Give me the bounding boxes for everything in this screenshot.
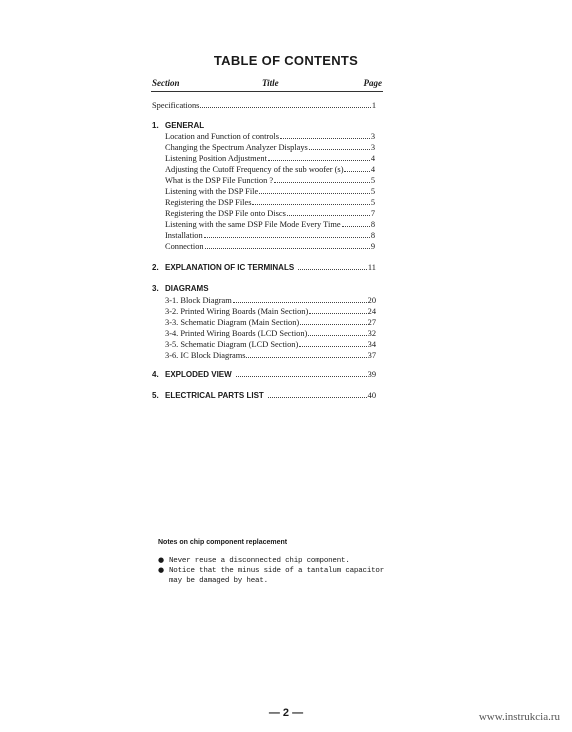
bullet-icon: ● <box>158 566 164 574</box>
toc-entry[interactable] <box>165 328 376 339</box>
toc-entry-label: Installation <box>165 231 203 240</box>
toc-entry-page: 4 <box>370 154 375 163</box>
section-number: 2. <box>152 263 159 272</box>
toc-entry-page: 39 <box>367 370 376 379</box>
toc-entry[interactable] <box>165 230 375 241</box>
section-heading-label: GENERAL <box>165 121 205 130</box>
leader-dots <box>308 328 366 336</box>
toc-entry[interactable] <box>165 197 375 208</box>
leader-dots <box>298 262 367 270</box>
toc-entry[interactable] <box>165 350 376 361</box>
toc-entry[interactable] <box>165 317 376 328</box>
toc-entry-page: 34 <box>367 340 376 349</box>
notes-title: Notes on chip component replacement <box>158 539 288 546</box>
section-number: 3. <box>152 284 159 293</box>
bullet-icon: ● <box>158 556 164 564</box>
toc-entry-label: Adjusting the Cutoff Frequency of the sub woofer (s) <box>165 165 344 174</box>
toc-entry-specifications[interactable] <box>152 100 376 111</box>
leader-dots <box>300 317 366 325</box>
leader-dots <box>299 339 366 347</box>
toc-entry-page: 24 <box>367 307 376 316</box>
toc-entry-page: 8 <box>370 231 375 240</box>
toc-entry-page: 4 <box>370 165 375 174</box>
leader-dots <box>200 100 370 108</box>
section-heading-diagrams[interactable] <box>152 284 209 295</box>
toc-entry-page: 11 <box>367 263 376 272</box>
note-text: Never reuse a disconnected chip component. <box>169 557 350 565</box>
toc-entry-label: Listening with the DSP File <box>165 187 259 196</box>
toc-entry-page: 32 <box>367 329 376 338</box>
toc-entry-label: Connection <box>165 242 204 251</box>
toc-entry[interactable] <box>165 131 375 142</box>
section-heading-label: DIAGRAMS <box>165 284 209 293</box>
toc-entry[interactable] <box>165 339 376 350</box>
leader-dots <box>344 164 369 172</box>
toc-entry[interactable] <box>165 153 375 164</box>
section-heading-parts-list[interactable] <box>152 390 376 401</box>
page-number: — 2 — <box>268 707 304 719</box>
page-title: TABLE OF CONTENTS <box>213 53 359 68</box>
leader-dots <box>246 350 366 358</box>
toc-entry-label: Registering the DSP Files <box>165 198 252 207</box>
section-heading-label: EXPLODED VIEW <box>165 370 232 379</box>
toc-entry-page: 20 <box>367 296 376 305</box>
toc-entry-label: 3-3. Schematic Diagram (Main Section) <box>165 318 300 327</box>
toc-entry-label: What is the DSP File Function ? <box>165 176 274 185</box>
toc-entry[interactable] <box>165 142 375 153</box>
leader-dots <box>268 390 367 398</box>
toc-entry[interactable] <box>165 306 376 317</box>
toc-entry-page: 5 <box>370 176 375 185</box>
leader-dots <box>252 197 369 205</box>
leader-dots <box>205 241 370 249</box>
section-number: 4. <box>152 370 159 379</box>
header-rule <box>151 91 383 92</box>
toc-entry-label: 3-2. Printed Wiring Boards (Main Section) <box>165 307 309 316</box>
toc-entry[interactable] <box>165 175 375 186</box>
toc-entry-page: 3 <box>370 143 375 152</box>
leader-dots <box>268 153 370 161</box>
toc-entry-label: Listening with the same DSP File Mode Every Time <box>165 220 341 229</box>
toc-entry[interactable] <box>165 241 375 252</box>
toc-entry-label: 3-1. Block Diagram <box>165 296 232 305</box>
toc-entry-page: 3 <box>370 132 375 141</box>
leader-dots <box>259 186 370 194</box>
leader-dots <box>233 295 367 303</box>
toc-entry-label: Specifications <box>152 101 200 110</box>
toc-entry-label: Listening Position Adjustment <box>165 154 267 163</box>
leader-dots <box>342 219 370 227</box>
section-number: 1. <box>152 121 159 130</box>
section-heading-exploded-view[interactable] <box>152 369 376 380</box>
watermark: www.instrukcia.ru <box>478 711 560 723</box>
toc-entry-page: 7 <box>370 209 375 218</box>
toc-entry-page: 5 <box>370 187 375 196</box>
leader-dots <box>236 369 367 377</box>
column-header-page: Page <box>363 78 382 88</box>
toc-entry-page: 9 <box>370 242 375 251</box>
toc-entry[interactable] <box>165 219 375 230</box>
toc-entry-label: 3-4. Printed Wiring Boards (LCD Section) <box>165 329 308 338</box>
section-heading-ic-terminals[interactable] <box>152 262 376 273</box>
toc-entry-label: 3-5. Schematic Diagram (LCD Section) <box>165 340 299 349</box>
leader-dots <box>204 230 370 238</box>
toc-entry-label: Registering the DSP File onto Discs <box>165 209 286 218</box>
toc-entry-page: 27 <box>367 318 376 327</box>
note-text: Notice that the minus side of a tantalum capacitor <box>169 567 385 575</box>
toc-entry-page: 5 <box>370 198 375 207</box>
toc-entry-page: 1 <box>371 101 376 110</box>
toc-entry[interactable] <box>165 295 376 306</box>
toc-entry-label: Location and Function of controls <box>165 132 279 141</box>
leader-dots <box>309 306 366 314</box>
note-text-continued: may be damaged by heat. <box>169 577 268 585</box>
section-heading-label: ELECTRICAL PARTS LIST <box>165 391 264 400</box>
leader-dots <box>309 142 370 150</box>
section-number: 5. <box>152 391 159 400</box>
toc-entry-page: 8 <box>370 220 375 229</box>
note-item <box>158 565 384 586</box>
toc-entry[interactable] <box>165 186 375 197</box>
toc-entry-page: 40 <box>367 391 376 400</box>
column-header-title: Title <box>262 78 279 88</box>
column-header-section: Section <box>152 78 180 88</box>
leader-dots <box>280 131 370 139</box>
leader-dots <box>287 208 370 216</box>
toc-entry[interactable] <box>165 208 375 219</box>
section-heading-label: EXPLANATION OF IC TERMINALS <box>165 263 295 272</box>
toc-entry-page: 37 <box>367 351 376 360</box>
toc-entry-label: Changing the Spectrum Analyzer Displays <box>165 143 308 152</box>
leader-dots <box>274 175 370 183</box>
toc-entry[interactable] <box>165 164 375 175</box>
toc-entry-label: 3-6. IC Block Diagrams <box>165 351 246 360</box>
